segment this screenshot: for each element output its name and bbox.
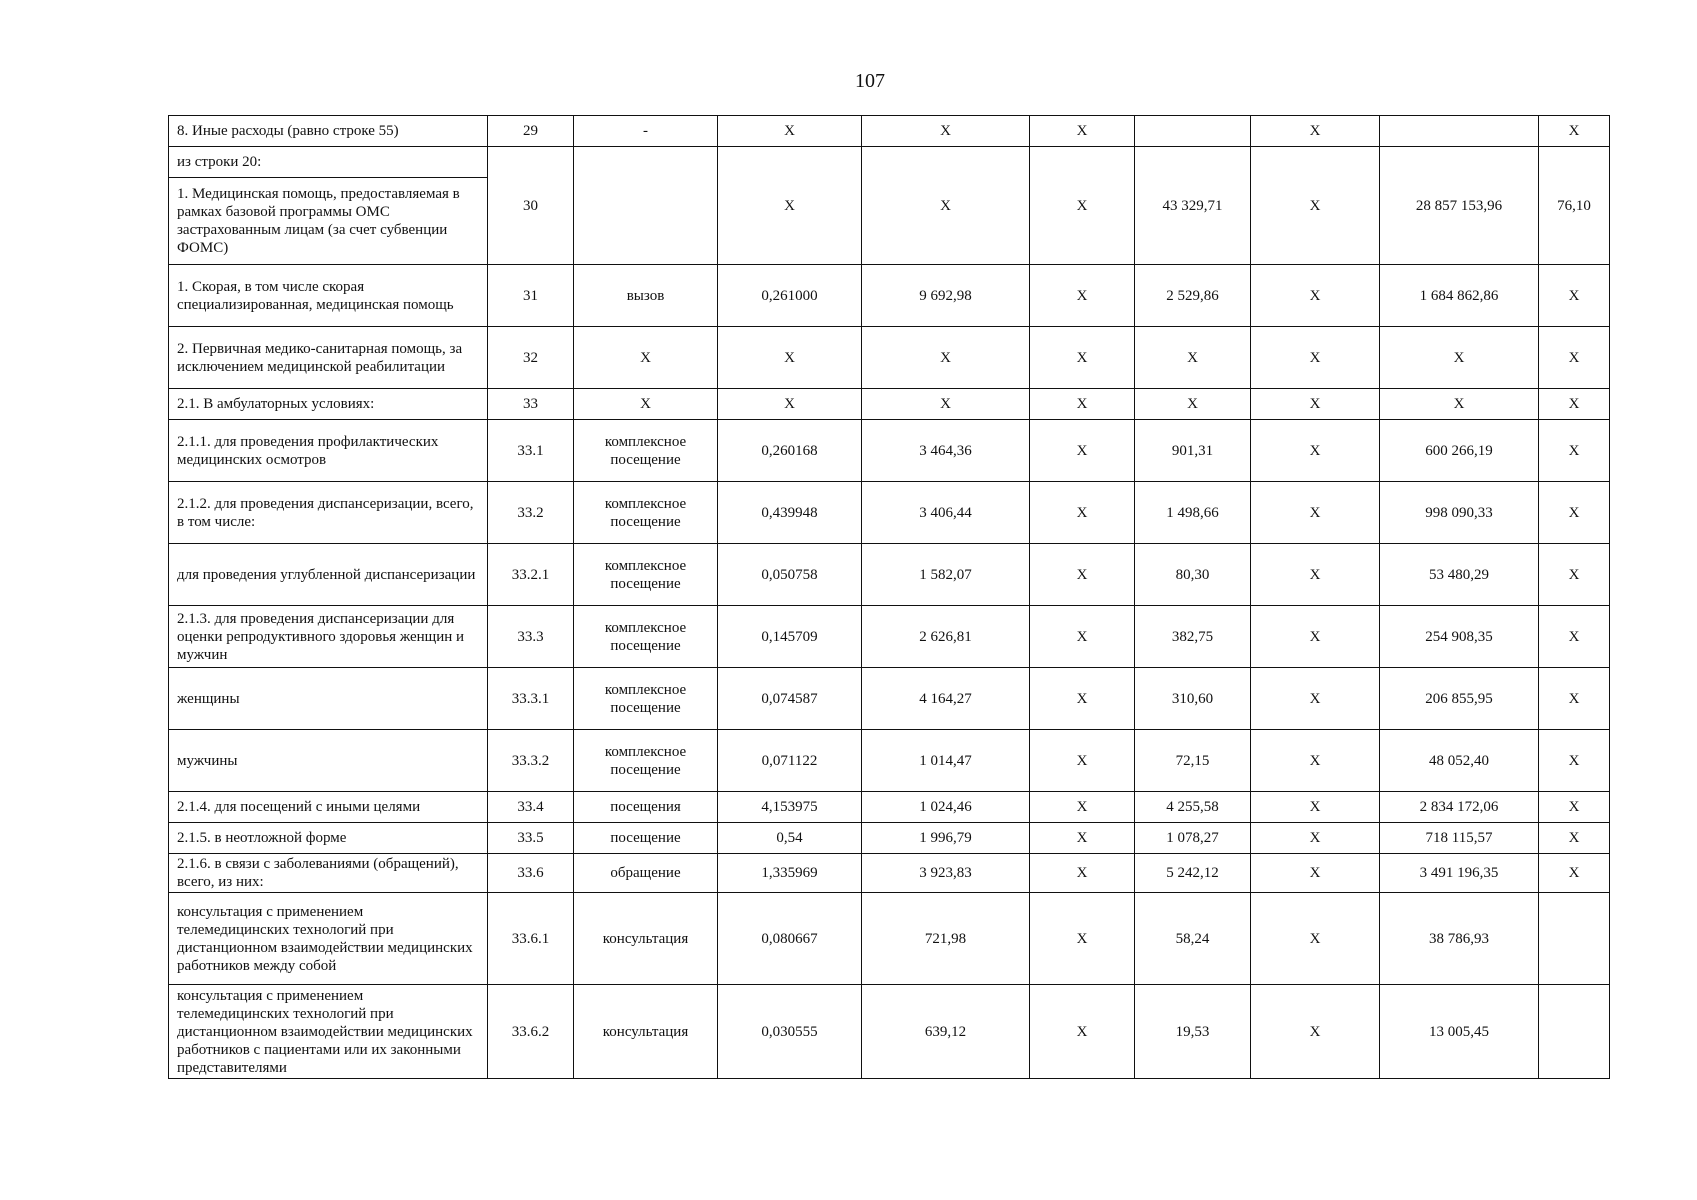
row-value: 0,080667 bbox=[718, 893, 862, 985]
row-value: X bbox=[1539, 265, 1610, 327]
row-unit: комплексное посещение bbox=[574, 730, 718, 792]
row-value: 0,261000 bbox=[718, 265, 862, 327]
row-value: 43 329,71 bbox=[1135, 147, 1251, 265]
row-value: X bbox=[862, 116, 1030, 147]
row-value: X bbox=[1539, 482, 1610, 544]
row-unit: - bbox=[574, 116, 718, 147]
row-value: X bbox=[1030, 389, 1135, 420]
row-unit: вызов bbox=[574, 265, 718, 327]
row-value: X bbox=[718, 327, 862, 389]
row-code: 33.3.1 bbox=[488, 668, 574, 730]
row-value: X bbox=[1135, 327, 1251, 389]
row-value: 3 491 196,35 bbox=[1380, 854, 1539, 893]
row-code: 33.2.1 bbox=[488, 544, 574, 606]
row-value: X bbox=[862, 327, 1030, 389]
table-row bbox=[169, 854, 1610, 893]
table-row bbox=[169, 482, 1610, 544]
row-code: 31 bbox=[488, 265, 574, 327]
row-code: 33.2 bbox=[488, 482, 574, 544]
row-name: для проведения углубленной диспансеризации bbox=[169, 544, 488, 606]
row-value: 1 024,46 bbox=[862, 792, 1030, 823]
row-code: 33.1 bbox=[488, 420, 574, 482]
row-value: X bbox=[1251, 985, 1380, 1079]
row-value: 80,30 bbox=[1135, 544, 1251, 606]
row-unit: посещение bbox=[574, 823, 718, 854]
row-value: 13 005,45 bbox=[1380, 985, 1539, 1079]
row-value: X bbox=[1251, 823, 1380, 854]
row-name: 2.1.2. для проведения диспансеризации, всего, в том числе: bbox=[169, 482, 488, 544]
row-value: 2 834 172,06 bbox=[1380, 792, 1539, 823]
row-value: 3 406,44 bbox=[862, 482, 1030, 544]
row-name: 2.1.1. для проведения профилактических медицинских осмотров bbox=[169, 420, 488, 482]
row-value: 5 242,12 bbox=[1135, 854, 1251, 893]
table-row bbox=[169, 823, 1610, 854]
row-name: 2.1.6. в связи с заболеваниями (обращений), всего, из них: bbox=[169, 854, 488, 893]
row-value: 206 855,95 bbox=[1380, 668, 1539, 730]
row-value: X bbox=[1251, 606, 1380, 668]
row-unit: комплексное посещение bbox=[574, 420, 718, 482]
row-value: 1 582,07 bbox=[862, 544, 1030, 606]
row-value: 0,260168 bbox=[718, 420, 862, 482]
row-unit: X bbox=[574, 389, 718, 420]
row-value: X bbox=[718, 147, 862, 265]
row-code: 33.6.2 bbox=[488, 985, 574, 1079]
row-value: X bbox=[1030, 265, 1135, 327]
row-value: X bbox=[1030, 823, 1135, 854]
row-value: X bbox=[1539, 792, 1610, 823]
row-value: 639,12 bbox=[862, 985, 1030, 1079]
row-value: X bbox=[1539, 823, 1610, 854]
row-code: 33.4 bbox=[488, 792, 574, 823]
row-value: 9 692,98 bbox=[862, 265, 1030, 327]
row-value: 4 255,58 bbox=[1135, 792, 1251, 823]
row-code: 33 bbox=[488, 389, 574, 420]
row-code: 33.3.2 bbox=[488, 730, 574, 792]
row-value: X bbox=[1539, 420, 1610, 482]
row-name: 1. Скорая, в том числе скорая специализированная, медицинская помощь bbox=[169, 265, 488, 327]
table-row bbox=[169, 893, 1610, 985]
table-row bbox=[169, 265, 1610, 327]
row-unit bbox=[574, 147, 718, 265]
row-value: 72,15 bbox=[1135, 730, 1251, 792]
row-value: X bbox=[1030, 420, 1135, 482]
row-value: X bbox=[1251, 893, 1380, 985]
row-value: 0,439948 bbox=[718, 482, 862, 544]
row-value: 0,54 bbox=[718, 823, 862, 854]
row-name: 2. Первичная медико-санитарная помощь, за исключением медицинской реабилитации bbox=[169, 327, 488, 389]
row-value: X bbox=[1251, 389, 1380, 420]
row-value: 2 529,86 bbox=[1135, 265, 1251, 327]
row-value: X bbox=[1251, 420, 1380, 482]
row-value: 721,98 bbox=[862, 893, 1030, 985]
row-value: X bbox=[1251, 116, 1380, 147]
table-row bbox=[169, 985, 1610, 1079]
data-table bbox=[168, 115, 1610, 1079]
row-value: X bbox=[1030, 606, 1135, 668]
table-row bbox=[169, 420, 1610, 482]
row-value bbox=[1539, 985, 1610, 1079]
row-value: 600 266,19 bbox=[1380, 420, 1539, 482]
row-value: 3 923,83 bbox=[862, 854, 1030, 893]
row-name: 8. Иные расходы (равно строке 55) bbox=[169, 116, 488, 147]
row-name: 2.1.4. для посещений с иными целями bbox=[169, 792, 488, 823]
row-value: X bbox=[1251, 327, 1380, 389]
row-code: 29 bbox=[488, 116, 574, 147]
row-value: X bbox=[1251, 265, 1380, 327]
row-value: X bbox=[1030, 985, 1135, 1079]
row-name: женщины bbox=[169, 668, 488, 730]
row-value: 0,074587 bbox=[718, 668, 862, 730]
row-name: из строки 20: bbox=[169, 147, 488, 178]
row-value: 0,050758 bbox=[718, 544, 862, 606]
row-value: X bbox=[718, 116, 862, 147]
row-value: X bbox=[1539, 854, 1610, 893]
row-value: 718 115,57 bbox=[1380, 823, 1539, 854]
row-value: X bbox=[1030, 327, 1135, 389]
row-value: 19,53 bbox=[1135, 985, 1251, 1079]
row-value: 0,145709 bbox=[718, 606, 862, 668]
row-value: X bbox=[1539, 544, 1610, 606]
table-row bbox=[169, 792, 1610, 823]
row-value: X bbox=[1539, 389, 1610, 420]
row-code: 33.6.1 bbox=[488, 893, 574, 985]
row-value: 3 464,36 bbox=[862, 420, 1030, 482]
row-value: 2 626,81 bbox=[862, 606, 1030, 668]
table-row bbox=[169, 668, 1610, 730]
row-value: X bbox=[862, 147, 1030, 265]
row-unit: комплексное посещение bbox=[574, 606, 718, 668]
row-value: 254 908,35 bbox=[1380, 606, 1539, 668]
table-row bbox=[169, 544, 1610, 606]
row-value: 58,24 bbox=[1135, 893, 1251, 985]
row-value: 1 684 862,86 bbox=[1380, 265, 1539, 327]
row-value: 38 786,93 bbox=[1380, 893, 1539, 985]
row-value: X bbox=[1380, 389, 1539, 420]
row-code: 30 bbox=[488, 147, 574, 265]
row-unit: консультация bbox=[574, 893, 718, 985]
row-value: 1 996,79 bbox=[862, 823, 1030, 854]
row-value: X bbox=[1539, 668, 1610, 730]
row-unit: комплексное посещение bbox=[574, 668, 718, 730]
row-value: 901,31 bbox=[1135, 420, 1251, 482]
row-code: 33.3 bbox=[488, 606, 574, 668]
row-value: 310,60 bbox=[1135, 668, 1251, 730]
row-code: 32 bbox=[488, 327, 574, 389]
page-number: 107 bbox=[855, 70, 885, 92]
row-value: 0,030555 bbox=[718, 985, 862, 1079]
table-row bbox=[169, 116, 1610, 147]
row-value: 48 052,40 bbox=[1380, 730, 1539, 792]
row-value: X bbox=[1251, 854, 1380, 893]
row-unit: комплексное посещение bbox=[574, 482, 718, 544]
row-value: 4 164,27 bbox=[862, 668, 1030, 730]
row-name: мужчины bbox=[169, 730, 488, 792]
row-value: X bbox=[862, 389, 1030, 420]
row-value: 28 857 153,96 bbox=[1380, 147, 1539, 265]
row-value: X bbox=[1251, 147, 1380, 265]
row-value: X bbox=[1030, 792, 1135, 823]
row-unit: обращение bbox=[574, 854, 718, 893]
row-value: X bbox=[1030, 668, 1135, 730]
row-code: 33.5 bbox=[488, 823, 574, 854]
row-value: 53 480,29 bbox=[1380, 544, 1539, 606]
row-value: X bbox=[1251, 482, 1380, 544]
row-value: X bbox=[1030, 893, 1135, 985]
table-row bbox=[169, 606, 1610, 668]
row-value: X bbox=[1539, 606, 1610, 668]
row-value: X bbox=[1251, 730, 1380, 792]
row-value bbox=[1135, 116, 1251, 147]
table-row bbox=[169, 389, 1610, 420]
row-value: 1 498,66 bbox=[1135, 482, 1251, 544]
row-value: X bbox=[1030, 147, 1135, 265]
row-value: X bbox=[1030, 116, 1135, 147]
row-code: 33.6 bbox=[488, 854, 574, 893]
table-row bbox=[169, 730, 1610, 792]
row-value: X bbox=[1030, 544, 1135, 606]
row-unit: комплексное посещение bbox=[574, 544, 718, 606]
row-value: X bbox=[1539, 730, 1610, 792]
row-value: X bbox=[1380, 327, 1539, 389]
row-name: 2.1. В амбулаторных условиях: bbox=[169, 389, 488, 420]
row-value: 1 014,47 bbox=[862, 730, 1030, 792]
row-name: консультация с применением телемедицинских технологий при дистанционном взаимодействии медицинских работников между собой bbox=[169, 893, 488, 985]
row-value: X bbox=[1539, 116, 1610, 147]
row-value: X bbox=[1030, 730, 1135, 792]
row-value: X bbox=[1251, 792, 1380, 823]
row-name: 1. Медицинская помощь, предоставляемая в рамках базовой программы ОМС застрахованным лицам (за счет субвенции ФОМС) bbox=[169, 178, 488, 265]
row-name: консультация с применением телемедицинских технологий при дистанционном взаимодействии медицинских работников с пациентами или их законными представителями bbox=[169, 985, 488, 1079]
row-name: 2.1.5. в неотложной форме bbox=[169, 823, 488, 854]
row-value: X bbox=[1251, 668, 1380, 730]
row-value: 382,75 bbox=[1135, 606, 1251, 668]
row-value: 998 090,33 bbox=[1380, 482, 1539, 544]
row-unit: посещения bbox=[574, 792, 718, 823]
row-value: 4,153975 bbox=[718, 792, 862, 823]
row-value bbox=[1539, 893, 1610, 985]
row-value: 76,10 bbox=[1539, 147, 1610, 265]
row-value: X bbox=[1030, 854, 1135, 893]
row-value: 1,335969 bbox=[718, 854, 862, 893]
row-value: X bbox=[1251, 544, 1380, 606]
row-value: X bbox=[718, 389, 862, 420]
row-value bbox=[1380, 116, 1539, 147]
table-row bbox=[169, 327, 1610, 389]
row-value: X bbox=[1135, 389, 1251, 420]
table-row bbox=[169, 147, 1610, 178]
row-value: X bbox=[1030, 482, 1135, 544]
row-value: X bbox=[1539, 327, 1610, 389]
row-value: 1 078,27 bbox=[1135, 823, 1251, 854]
row-name: 2.1.3. для проведения диспансеризации для оценки репродуктивного здоровья женщин и мужчин bbox=[169, 606, 488, 668]
row-unit: X bbox=[574, 327, 718, 389]
row-unit: консультация bbox=[574, 985, 718, 1079]
row-value: 0,071122 bbox=[718, 730, 862, 792]
